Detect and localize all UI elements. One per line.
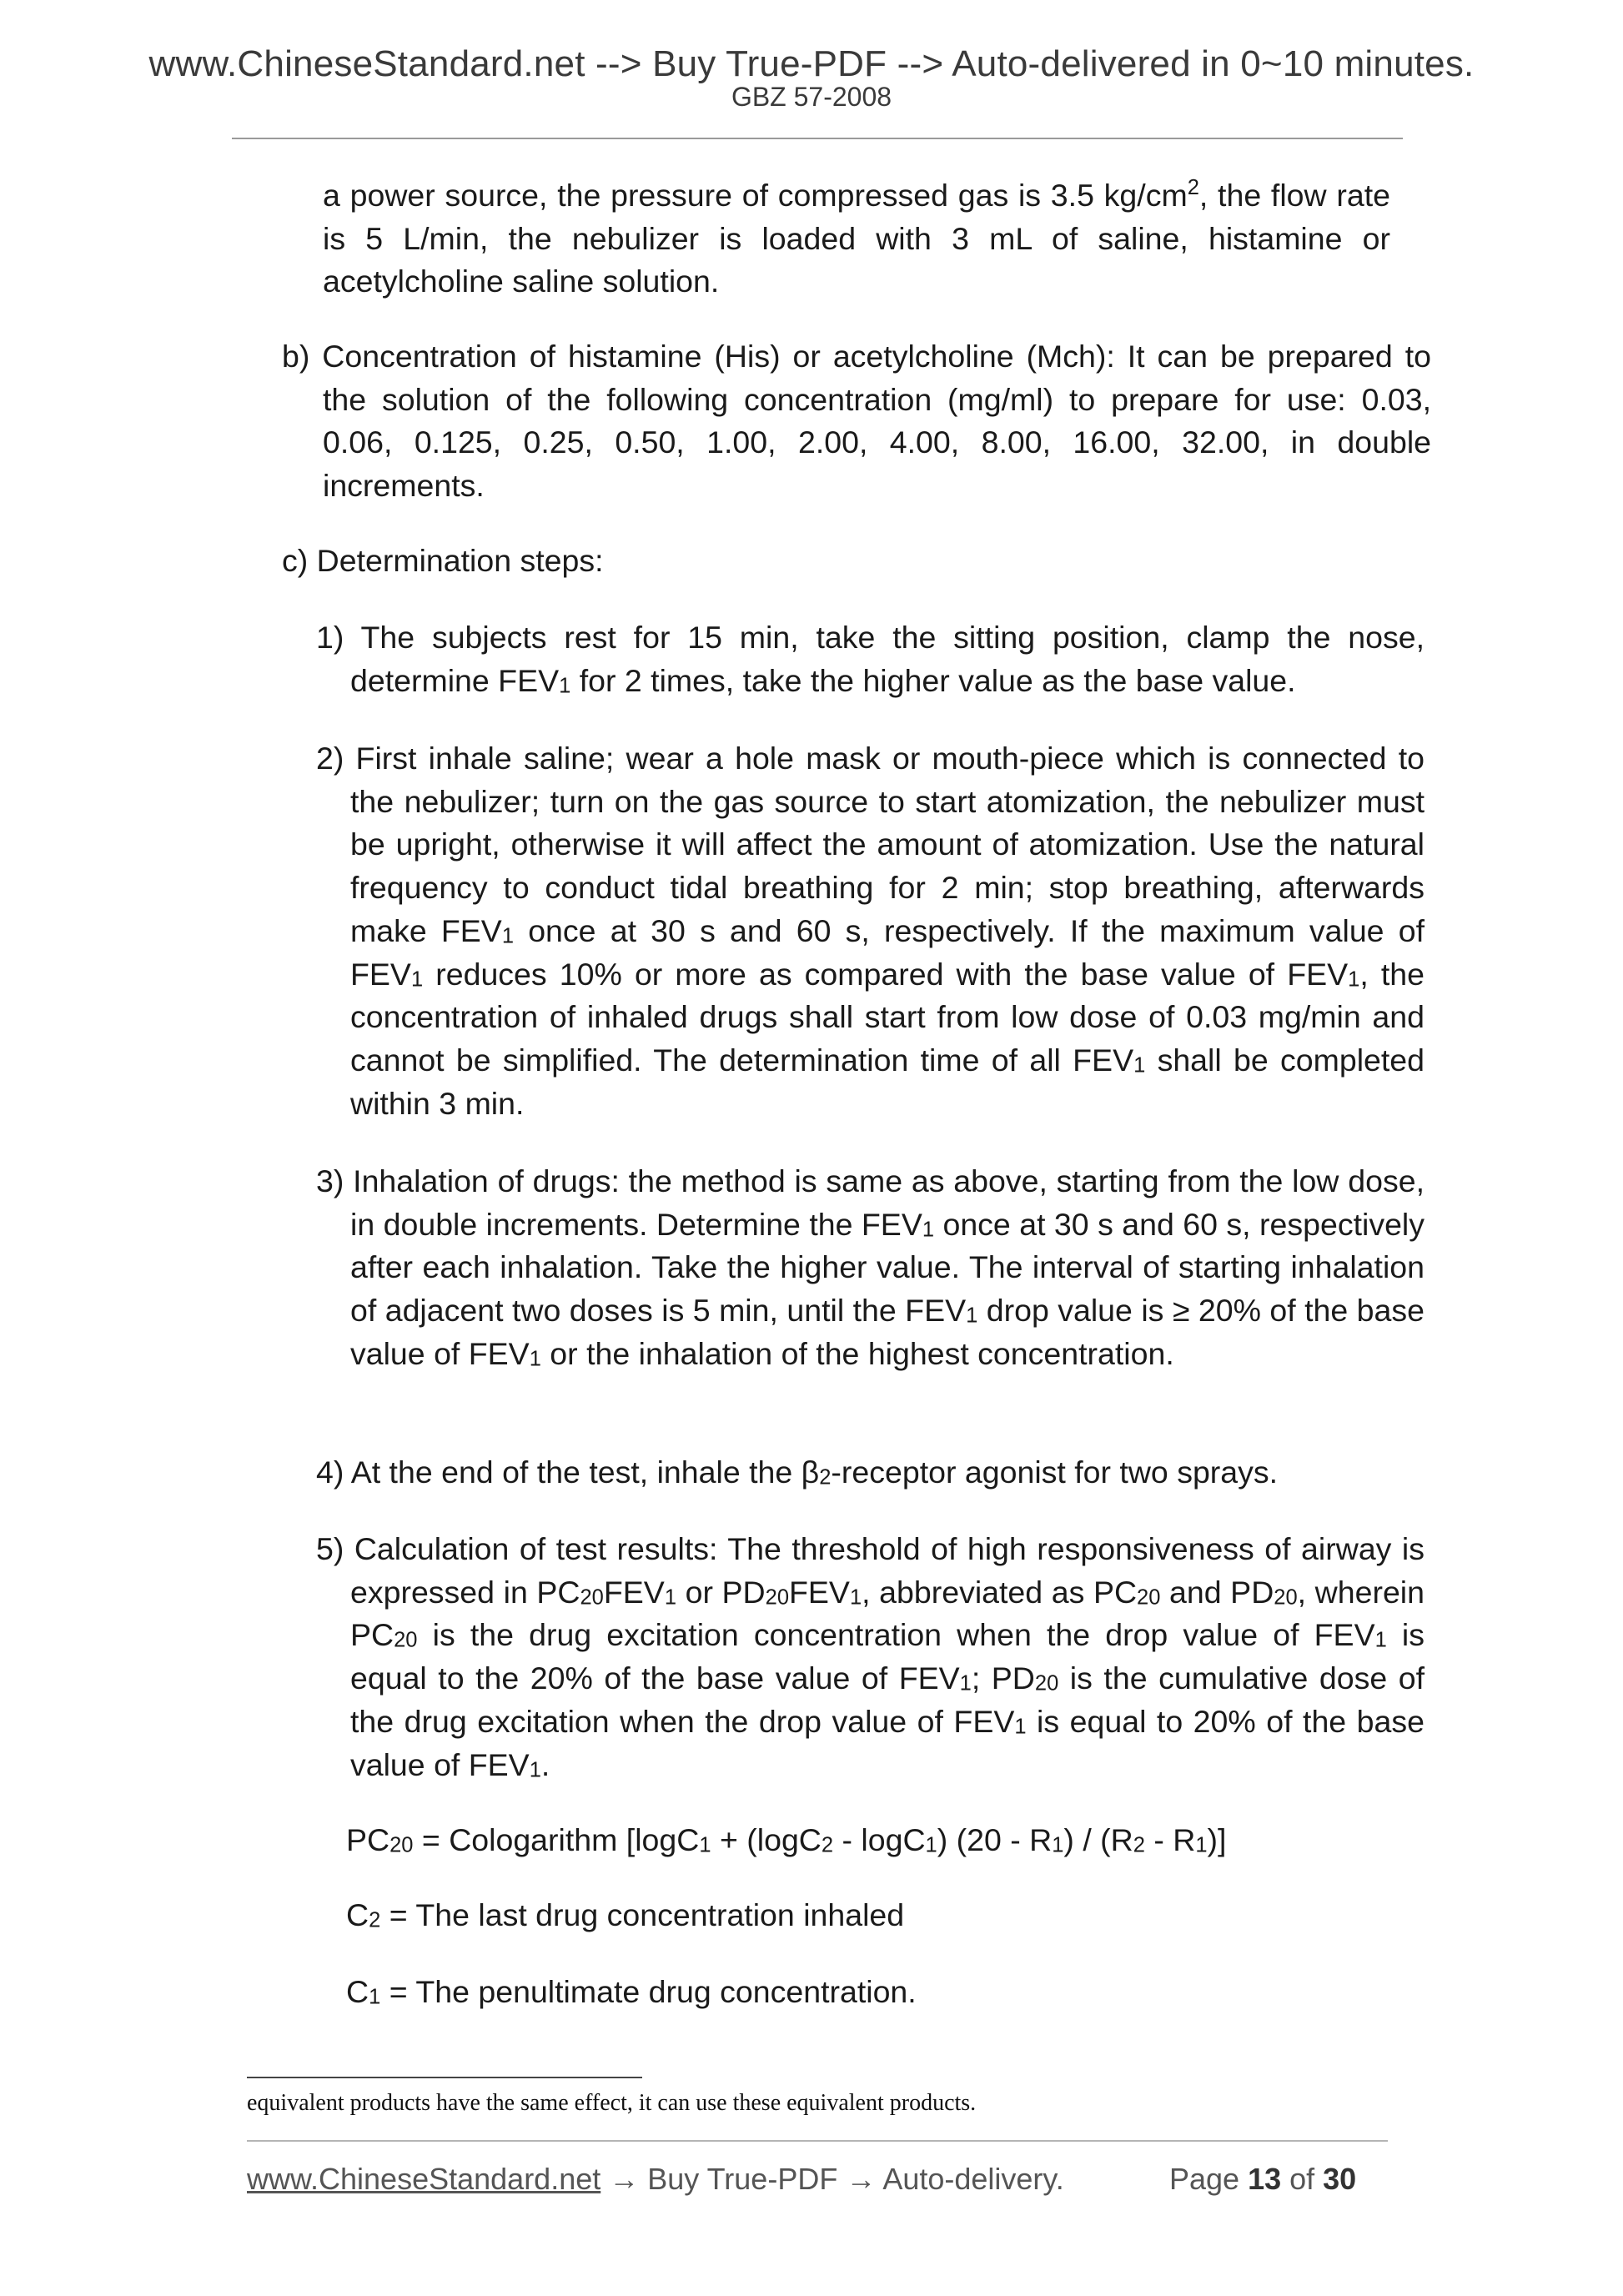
step-3-paragraph: 3) Inhalation of drugs: the method is same as above, starting from the low dose, in double increments. Determine the FEV1 once at 30 s and 60 s, respectively after each inhalation. Take the higher value. The interval of starting inhalation of adjacent two doses is 5 min, until the FEV1 drop value is ≥ 20% of the base value of FEV1 or the inhalation of the highest concentration. (316, 1163, 1425, 1371)
header-banner: www.ChineseStandard.net --> Buy True-PDF --> Auto-delivered in 0~10 minutes. (148, 43, 1475, 84)
item-b-paragraph: b) Concentration of histamine (His) or acetylcholine (Mch): It can be prepared to the solution of the following concentration (mg/ml) to prepare for use: 0.03, 0.06, 0.125, 0.25, 0.50, 1.00, 2.00, 4.00, 8.00, 16.00, 32.00, in double increments. (282, 339, 1431, 504)
total-pages-number: 30 (1323, 2162, 1357, 2196)
c2-definition: C2 = The last drug concentration inhaled (346, 1897, 905, 1932)
pc20-formula: PC20 = Cologarithm [logC1 + (logC2 - logC1) (20 - R1) / (R2 - R1)] (346, 1822, 1227, 1857)
footer-site-link[interactable]: www.ChineseStandard.net (247, 2162, 601, 2196)
standard-code: GBZ 57-2008 (731, 82, 892, 112)
step-4-paragraph: 4) At the end of the test, inhale the β2-receptor agonist for two sprays. (316, 1454, 1279, 1490)
footer-divider (247, 2140, 1388, 2142)
c1-definition: C1 = The penultimate drug concentration. (346, 1974, 917, 2009)
footnote-text: equivalent products have the same effect, it can use these equivalent products. (247, 2090, 977, 2116)
intro-paragraph: a power source, the pressure of compressed gas is 3.5 $kg/cm^2$, the flow rate is 5 L/min, the nebulizer is loaded with 3 mL of saline, histamine or acetylcholine saline solution. (323, 175, 1390, 299)
page-indicator: Page 13 of 30 (1169, 2162, 1357, 2196)
step-2-paragraph: 2) First inhale saline; wear a hole mask or mouth-piece which is connected to the nebulizer; turn on the gas source to start atomization, the nebulizer must be upright, otherwise it will affect the amount of atomization. Use the natural frequency to conduct tidal breathing for 2 min; stop breathing, afterwards make FEV1 once at 30 s and 60 s, respectively. If the maximum value of FEV1 reduces 10% or more as compared with the base value of FEV1, the concentration of inhaled drugs shall start from low dose of 0.03 mg/min and cannot be simplified. The determination time of all FEV1 shall be completed within 3 min. (316, 741, 1425, 1121)
footnote-divider (247, 2077, 642, 2078)
step-5-paragraph: 5) Calculation of test results: The threshold of high responsiveness of airway is expressed in PC20FEV1 or PD20FEV1, abbreviated as PC20 and PD20, wherein PC20 is the drug excitation concentration when the drop value of FEV1 is equal to the 20% of the base value of FEV1; PD20 is the cumulative dose of the drug excitation when the drop value of FEV1 is equal to 20% of the base value of FEV1. (316, 1531, 1425, 1782)
step-1-paragraph: 1) The subjects rest for 15 min, take the sitting position, clamp the nose, determine FEV1 for 2 times, take the higher value as the base value. (316, 620, 1425, 698)
footer-promo (247, 2162, 1064, 2197)
header-divider (232, 138, 1403, 139)
footer-promo-text: → Buy True-PDF → Auto-delivery. (600, 2162, 1064, 2196)
current-page-number: 13 (1248, 2162, 1282, 2196)
item-c-heading: c) Determination steps: (282, 543, 604, 578)
